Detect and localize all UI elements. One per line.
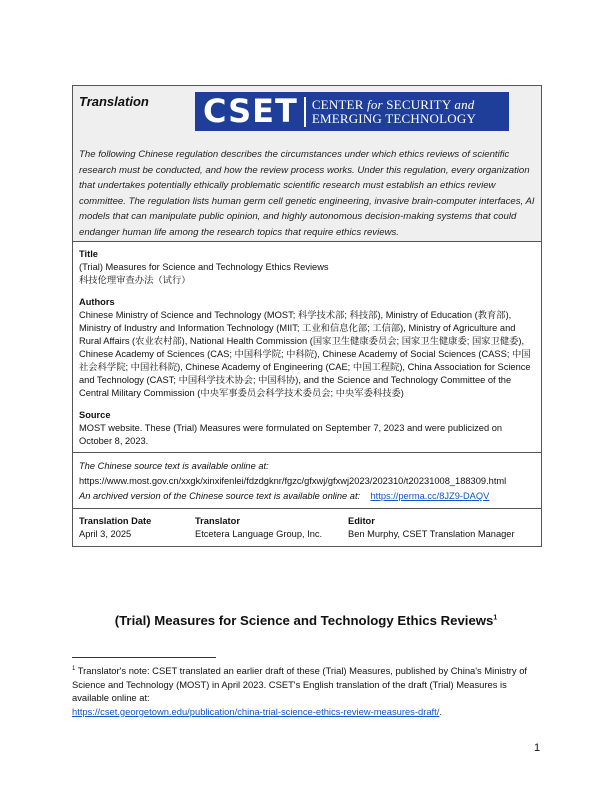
logo-divider <box>304 97 306 127</box>
online-source-section <box>73 453 541 509</box>
cset-logo-mark: CSET <box>203 92 298 130</box>
intro-paragraph: The following Chinese regulation describes the circumstances under which ethics reviews of scientific research must be conducted, and how the review process works. Under this regulation, every organization that undertakes potentially ethically problematic scientific research must establish an ethics review committee. The regulation lists human germ cell genetic engineering, invasive brain-computer interfaces, AI models that can manipulate public opinion, and highly autonomous decision-making systems that could endanger human life among the research topics that require ethics reviews. <box>79 149 535 238</box>
translation-label: Translation <box>79 94 149 109</box>
translator-col <box>195 515 348 541</box>
editor-label: Editor <box>348 516 375 526</box>
translation-date-col <box>79 515 195 541</box>
footnote-number: 1 <box>72 666 76 672</box>
meta-row <box>73 509 541 546</box>
translation-date-label: Translation Date <box>79 516 152 526</box>
footnote-ref[interactable]: 1 <box>493 614 498 622</box>
online-source-url[interactable]: https://www.most.gov.cn/xxgk/xinxifenlei/fdzdgknr/fgzc/gfxwj/gfxwj2023/202310/t20231008_188309.html <box>79 476 507 486</box>
editor: Ben Murphy, CSET Translation Manager <box>348 529 515 539</box>
online-source-line: The Chinese source text is available online at: <box>79 461 269 471</box>
footnote: $^1$ Translator's note: CSET translated an earlier draft of these (Trial) Measures, published by China's Ministry of Science and Technology (MOST) in April 2023. CSET's English translation of the draft (Trial) Measures is available online at: https://cset.georgetown.edu/publication/china-trial-science-ethics-review-measures-draft/. <box>72 665 528 717</box>
authors-text: Chinese Ministry of Science and Technology (MOST; 科学技术部; 科技部), Ministry of Education (教育部), Ministry of Industry and Information Technology (MIIT; 工业和信息化部; 工信部), Ministry of Agriculture and Rural Affairs (农业农村部), National Health Commission (国家卫生健康委员会; 国家卫生健康委; 国家卫健委), Chinese Academy of Sciences (CAS; 中国科学院; 中科院), Chinese Academy of Social Sciences (CASS; 中国社会科学院; 中国社科院), Chinese Academy of Engineering (CAE; 中国工程院), China Association for Science and Technology (CAST; 中国科学技术协会; 中国科协), and the Science and Technology Committee of the Central Military Commission (中央军事委员会科学技术委员会; 中央军委科技委) <box>79 310 531 398</box>
archived-source-link[interactable]: https://perma.cc/8JZ9-DAQV <box>370 491 490 501</box>
title-section <box>73 242 541 453</box>
authors-label: Authors <box>79 297 115 307</box>
page-number: 1 <box>534 742 541 754</box>
footnote-divider <box>72 657 216 658</box>
source-text: MOST website. These (Trial) Measures were formulated on September 7, 2023 and were publicized on October 8, 2023. <box>79 423 503 446</box>
document-info-box <box>72 85 542 547</box>
editor-col <box>348 515 535 541</box>
source-label: Source <box>79 410 111 420</box>
translator: Etcetera Language Group, Inc. <box>195 529 323 539</box>
translator-label: Translator <box>195 516 240 526</box>
footnote-text: Translator's note: CSET translated an earlier draft of these (Trial) Measures, published by China's Ministry of Science and Technology (MOST) in April 2023. CSET's English translation of the draft (Trial) Measures is available online at: <box>72 665 528 704</box>
cset-logo <box>195 92 509 131</box>
footnote-link[interactable]: https://cset.georgetown.edu/publication/china-trial-science-ethics-review-measures-draft/ <box>72 705 440 717</box>
title-label: Title <box>79 249 98 259</box>
title-chinese: 科技伦理审查办法（试行） <box>79 275 191 285</box>
archived-source-line: An archived version of the Chinese source text is available online at: <box>79 491 361 501</box>
translation-date: April 3, 2025 <box>79 529 132 539</box>
document-title: (Trial) Measures for Science and Technology Ethics Reviews$^1$ <box>114 613 498 628</box>
translation-header <box>73 86 541 242</box>
cset-logo-text: CENTER for SECURITY and EMERGING TECHNOLOGY <box>311 96 477 126</box>
title-english: (Trial) Measures for Science and Technology Ethics Reviews <box>79 262 329 272</box>
